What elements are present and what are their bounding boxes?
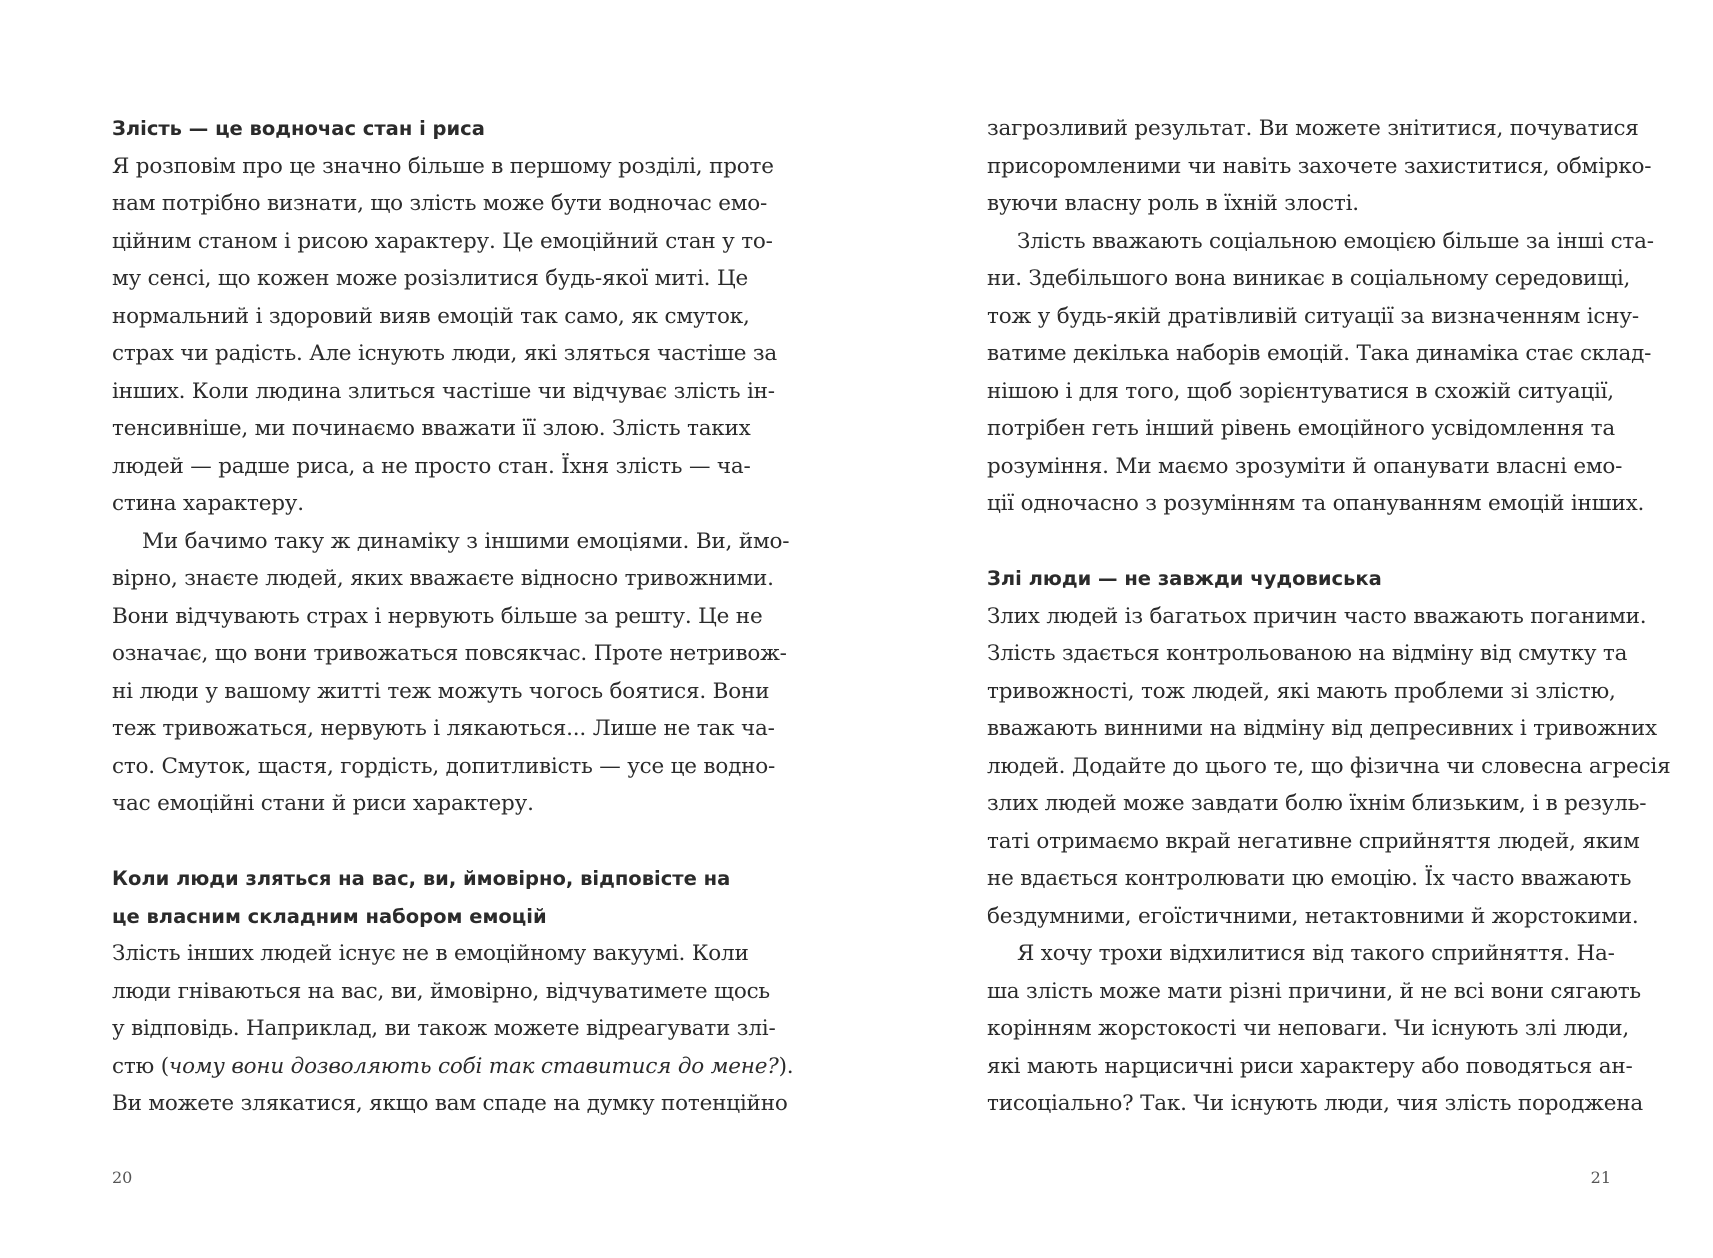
text-line: тенсивніше, ми починаємо вважати її злою. Злість таких (112, 416, 751, 441)
text-line: ватиме декілька наборів емоцій. Така динаміка стає склад- (987, 341, 1652, 366)
text-line: нішою і для того, щоб зорієнтуватися в схожій ситуації, (987, 378, 1614, 404)
text-line: нормальний і здоровий вияв емоцій так само, як смуток, (112, 303, 750, 329)
text-line: тисоціально? Так. Чи існують люди, чия злість породжена (987, 1091, 1643, 1116)
text-line: людей. Додайте до цього те, що фізична чи словесна агресія (987, 753, 1671, 779)
page-number: 20 (112, 1168, 133, 1187)
text-line: Злість здається контрольованою на відміну від смутку та (987, 641, 1628, 666)
text-line: ні люди у вашому житті теж можуть чогось боятися. Вони (112, 678, 770, 704)
text-line: тривожності, тож людей, які мають проблеми зі злістю, (987, 678, 1616, 704)
text-line: Злість інших людей існує не в емоційному вакуумі. Коли (112, 941, 749, 966)
text-line: Злих людей із багатьох причин часто вважають поганими. (987, 603, 1647, 629)
section-heading: Коли люди зляться на вас, ви, ймовірно, відповісте на (112, 867, 731, 890)
section-heading: Злість — це водночас стан і риса (112, 117, 485, 140)
text-line: інших. Коли людина злиться частіше чи відчуває злість ін- (112, 378, 775, 404)
text-line: присоромленими чи навіть захочете захиститися, обмірко- (987, 153, 1652, 179)
text-line: ни. Здебільшого вона виникає в соціальному середовищі, (987, 266, 1631, 291)
text-line: ша злість може мати різні причини, й не всі вони сягають (987, 978, 1641, 1004)
text-line: Вони відчувають страх і нервують більше за решту. Це не (112, 603, 763, 629)
left-text-column (112, 110, 794, 1123)
page-number: 21 (1590, 1168, 1611, 1187)
section-gap (112, 823, 736, 861)
text-line: не вдається контролювати цю емоцію. Їх часто вважають (987, 866, 1632, 891)
text-line: у відповідь. Наприклад, ви також можете відреагувати злі- (112, 1016, 776, 1041)
text-line: стина характеру. (112, 491, 304, 516)
text-line: корінням жорстокості чи неповаги. Чи існують злі люди, (987, 1016, 1629, 1041)
text-line: загрозливий результат. Ви можете знітитися, почуватися (987, 116, 1639, 141)
italic-quote: чому вони дозволяють собі так ставитися до мене? (168, 1053, 779, 1079)
text-fragment: ). (778, 1053, 794, 1079)
left-page (0, 0, 856, 1258)
text-line: розуміння. Ми маємо зрозуміти й опанувати власні емо- (987, 453, 1623, 479)
text-line: злих людей може завдати болю їхнім близьким, і в резуль- (987, 791, 1647, 816)
section-gap (987, 523, 1611, 561)
text-line: страх чи радість. Але існують люди, які зляться частіше за (112, 341, 778, 366)
section-heading: Злі люди — не завжди чудовиська (987, 567, 1382, 590)
text-line: нам потрібно визнати, що злість може бути водночас емо- (112, 191, 768, 216)
text-line: ційним станом і рисою характеру. Це емоційний стан у то- (112, 228, 773, 254)
right-text-column (987, 110, 1671, 1123)
right-page (857, 0, 1713, 1258)
text-line: ції одночасно з розумінням та опануванням емоцій інших. (987, 491, 1645, 516)
text-line-with-italic (112, 1048, 794, 1086)
text-line: Я хочу трохи відхилитися від такого сприйняття. На- (1017, 941, 1615, 966)
text-line: Ми бачимо таку ж динаміку з іншими емоціями. Ви, ймо- (142, 528, 790, 554)
text-line: людей — радше риса, а не просто стан. Їхня злість — ча- (112, 453, 751, 479)
text-line: потрібен геть інший рівень емоційного усвідомлення та (987, 416, 1615, 441)
text-line: які мають нарцисичні риси характеру або поводяться ан- (987, 1053, 1633, 1079)
text-line: вуючи власну роль в їхній злості. (987, 191, 1359, 216)
text-line: люди гніваються на вас, ви, ймовірно, відчуватимете щось (112, 978, 770, 1004)
text-line: теж тривожаться, нервують і лякаються... Лише не так ча- (112, 716, 775, 741)
text-line: тож у будь-якій дратівливій ситуації за визначенням існу- (987, 303, 1639, 329)
section-heading: це власним складним набором емоцій (112, 904, 547, 928)
text-line: вірно, знаєте людей, яких вважаєте відносно тривожними. (112, 566, 774, 591)
text-line: вважають винними на відміну від депресивних і тривожних (987, 716, 1657, 741)
text-line: бездумними, егоїстичними, нетактовними й жорстокими. (987, 903, 1639, 929)
text-line: Я розповім про це значно більше в першому розділі, проте (112, 153, 774, 179)
text-line: му сенсі, що кожен може розізлитися будь-якої миті. Це (112, 266, 749, 291)
text-line: час емоційні стани й риси характеру. (112, 791, 534, 816)
text-fragment: стю ( (112, 1053, 169, 1079)
text-line: Ви можете злякатися, якщо вам спаде на думку потенційно (112, 1091, 788, 1116)
text-line: Злість вважають соціальною емоцією більше за інші ста- (1017, 228, 1654, 254)
text-line: таті отримаємо вкрай негативне сприйняття людей, яким (987, 828, 1640, 854)
text-line: означає, що вони тривожаться повсякчас. Проте нетривож- (112, 641, 787, 666)
text-line: сто. Смуток, щастя, гордість, допитливість — усе це водно- (112, 753, 776, 779)
